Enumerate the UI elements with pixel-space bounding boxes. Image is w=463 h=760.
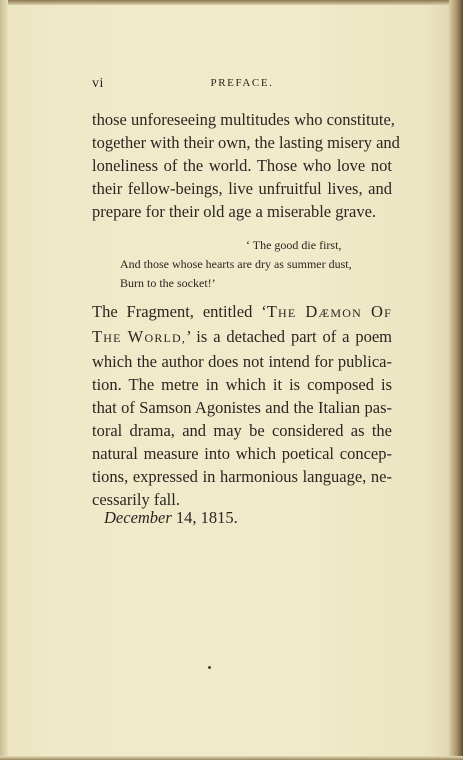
- paragraph-1-line: prepare for their old age a miserable grave.: [92, 202, 377, 221]
- paragraph-1-line: loneliness of the world. Those who love not: [92, 156, 392, 175]
- ink-speck: [208, 666, 211, 669]
- poem-title-small-caps: THE DÆMON OF: [266, 302, 393, 321]
- paragraph-2-line: tion. The metre in which it is composed is: [92, 375, 392, 394]
- paragraph-2-line: cessarily fall.: [92, 490, 180, 509]
- date-line: [104, 508, 238, 528]
- paragraph-2: [92, 300, 392, 511]
- paragraph-2-line: that of Samson Agonistes and the Italian pas-: [92, 398, 392, 417]
- paragraph-2-text: ’ is a detached part of a poem: [186, 327, 393, 346]
- paragraph-1-line: their fellow-beings, live unfruitful lives, and: [92, 179, 392, 198]
- page-top-edge: [0, 0, 463, 5]
- page-number: vi: [92, 76, 104, 91]
- page-left-edge: [0, 0, 8, 760]
- verse-quotation: [120, 236, 390, 293]
- paragraph-2-line: which the author does not intend for publica-: [92, 352, 392, 371]
- paragraph-2-line: [92, 325, 392, 350]
- page-right-edge: [449, 0, 463, 760]
- page-header: [92, 76, 392, 94]
- paragraph-2-line: tions, expressed in harmonious language, ne-: [92, 467, 392, 486]
- paragraph-1-line: those unforeseeing multitudes who constitute,: [92, 110, 395, 129]
- quote-line: Burn to the socket!’: [120, 276, 216, 290]
- paragraph-2-text: The Fragment, entitled ‘: [92, 302, 267, 321]
- date-month: December: [104, 508, 172, 527]
- paragraph-2-line: [92, 300, 392, 325]
- running-head: PREFACE.: [210, 77, 274, 89]
- paragraph-2-line: natural measure into which poetical concep-: [92, 444, 392, 463]
- date-day-year: 14, 1815.: [171, 508, 238, 527]
- quote-line: ‘ The good die first,: [246, 238, 342, 252]
- poem-title-small-caps: THE WORLD,: [92, 327, 187, 346]
- page-bottom-edge: [0, 756, 463, 760]
- paragraph-1-line: together with their own, the lasting misery and: [92, 133, 400, 152]
- paragraph-1: [92, 108, 400, 223]
- paragraph-2-line: toral drama, and may be considered as the: [92, 421, 392, 440]
- quote-line: And those whose hearts are dry as summer dust,: [120, 257, 352, 271]
